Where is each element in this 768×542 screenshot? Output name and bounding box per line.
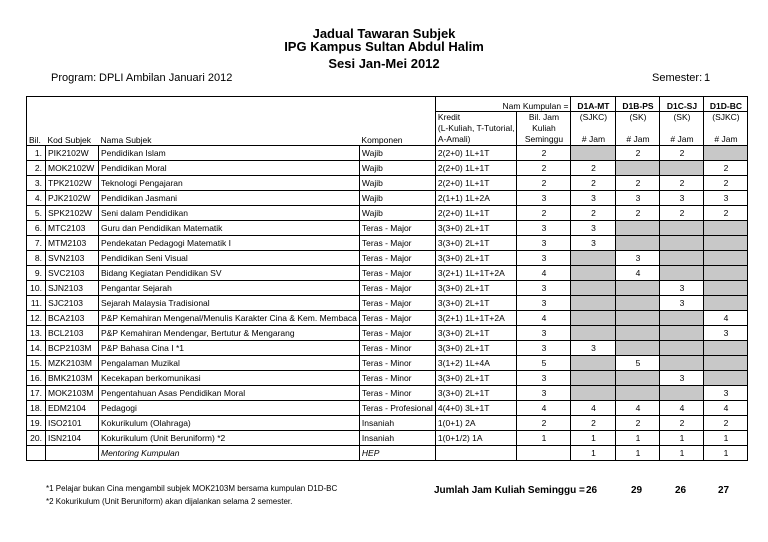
subject-code: SPK2102W <box>46 206 99 221</box>
subject-name: P&P Bahasa Cina I *1 <box>99 341 360 356</box>
total-d1c: 26 <box>675 485 687 496</box>
credit: 3(3+0) 2L+1T <box>435 236 517 251</box>
group-hours-2 <box>660 311 704 326</box>
kredit-header-line: (L-Kuliah, T-Tutorial, <box>437 123 515 133</box>
group-hours-2 <box>660 326 704 341</box>
credit: 1(0+1/2) 1A <box>435 431 517 446</box>
group-header-0 <box>571 112 616 146</box>
hours: 3 <box>517 371 571 386</box>
component: Teras - Major <box>359 311 435 326</box>
group-hours-1: 2 <box>616 146 660 161</box>
hours: 4 <box>517 311 571 326</box>
credit <box>435 446 517 461</box>
kredit-header <box>435 112 517 146</box>
group-hours-1: 2 <box>616 416 660 431</box>
group-header-1 <box>616 112 660 146</box>
subject-code: MOK2102W <box>46 161 99 176</box>
component: Wajib <box>359 161 435 176</box>
table-row <box>27 266 748 281</box>
group-code-0: D1A-MT <box>571 97 616 112</box>
component: HEP <box>359 446 435 461</box>
group-hours-3 <box>704 251 748 266</box>
credit: 2(2+0) 1L+1T <box>435 146 517 161</box>
subject-name: P&P Kemahiran Mendengar, Bertutur & Mengarang <box>99 326 360 341</box>
group-hours-3 <box>704 356 748 371</box>
subject-name: Guru dan Pendidikan Matematik <box>99 221 360 236</box>
subject-code: PJK2102W <box>46 191 99 206</box>
group-hours-1: 5 <box>616 356 660 371</box>
subject-code <box>46 446 99 461</box>
group-hours-1: 1 <box>616 431 660 446</box>
hours: 4 <box>517 266 571 281</box>
jam-header-line: Seminggu <box>524 134 564 144</box>
table-row <box>27 356 748 371</box>
kredit-header-line: Kredit <box>437 112 461 122</box>
subject-code: ISN2104 <box>46 431 99 446</box>
component: Teras - Major <box>359 266 435 281</box>
group-hours-1 <box>616 236 660 251</box>
group-hours-1: 2 <box>616 206 660 221</box>
group-hours-0: 3 <box>571 221 616 236</box>
subject-name: Pendekatan Pedagogi Matematik I <box>99 236 360 251</box>
hours: 2 <box>517 176 571 191</box>
group-hours-0 <box>571 266 616 281</box>
group-hours-0: 3 <box>571 341 616 356</box>
component: Teras - Minor <box>359 371 435 386</box>
group-code-2: D1C-SJ <box>660 97 704 112</box>
table-row <box>27 341 748 356</box>
credit: 2(2+0) 1L+1T <box>435 161 517 176</box>
subject-name: Pendidikan Seni Visual <box>99 251 360 266</box>
group-hours-3: 3 <box>704 191 748 206</box>
group-hours-3: 2 <box>704 206 748 221</box>
group-type: (SJKC) <box>579 112 608 122</box>
group-hours-3 <box>704 236 748 251</box>
hours: 5 <box>517 356 571 371</box>
component: Teras - Major <box>359 326 435 341</box>
group-hours-3: 1 <box>704 431 748 446</box>
group-hours-0 <box>571 371 616 386</box>
subject-code: BCL2103 <box>46 326 99 341</box>
table-row <box>27 416 748 431</box>
jam-header-line: Bil. Jam <box>528 112 560 122</box>
subject-code: SJN2103 <box>46 281 99 296</box>
group-hours-0 <box>571 311 616 326</box>
group-hours-1 <box>616 341 660 356</box>
group-hours-1: 2 <box>616 176 660 191</box>
row-number: 12. <box>27 311 46 326</box>
subject-code: MOK2103M <box>46 386 99 401</box>
group-hours-3: 3 <box>704 326 748 341</box>
group-hours-1: 3 <box>616 191 660 206</box>
hours <box>517 446 571 461</box>
group-hours-3: 4 <box>704 311 748 326</box>
doc-title: Jadual Tawaran Subjek <box>312 26 456 41</box>
group-hours-3: 3 <box>704 386 748 401</box>
credit: 3(3+0) 2L+1T <box>435 341 517 356</box>
credit: 3(3+0) 2L+1T <box>435 386 517 401</box>
subject-code: EDM2104 <box>46 401 99 416</box>
group-hours-1: 1 <box>616 446 660 461</box>
credit: 3(3+0) 2L+1T <box>435 221 517 236</box>
group-hours-1 <box>616 371 660 386</box>
group-hours-3 <box>704 341 748 356</box>
group-hours-2 <box>660 266 704 281</box>
program-value: DPLI Ambilan Januari 2012 <box>99 72 233 84</box>
group-hours-3 <box>704 221 748 236</box>
total-d1b: 29 <box>631 485 643 496</box>
semester-value: 1 <box>704 72 711 84</box>
hours: 1 <box>517 431 571 446</box>
group-hours-1: 4 <box>616 266 660 281</box>
credit: 3(2+1) 1L+1T+2A <box>435 311 517 326</box>
table-row <box>27 206 748 221</box>
subject-name: Pendidikan Islam <box>99 146 360 161</box>
group-hours-0: 2 <box>571 176 616 191</box>
subject-name: Mentoring Kumpulan <box>99 446 360 461</box>
group-hours-0: 2 <box>571 206 616 221</box>
component: Teras - Major <box>359 221 435 236</box>
row-number: 1. <box>27 146 46 161</box>
hours: 4 <box>517 401 571 416</box>
subject-name: P&P Kemahiran Mengenal/Menulis Karakter Cina & Kem. Membaca <box>99 311 360 326</box>
component: Teras - Minor <box>359 341 435 356</box>
table-row <box>27 176 748 191</box>
table-row <box>27 236 748 251</box>
semester-label: Semester: <box>652 72 703 84</box>
group-hours-2: 3 <box>660 191 704 206</box>
credit: 3(2+1) 1L+1T+2A <box>435 266 517 281</box>
group-hours-0 <box>571 296 616 311</box>
bil-label: Bil. <box>29 135 41 145</box>
table-row <box>27 296 748 311</box>
group-hours-0: 2 <box>571 161 616 176</box>
group-hours-2 <box>660 356 704 371</box>
group-header-3 <box>704 112 748 146</box>
nama-label: Nama Subjek <box>100 135 152 145</box>
group-hours-2 <box>660 341 704 356</box>
group-type: (SK) <box>673 112 691 122</box>
group-hours-0 <box>571 356 616 371</box>
group-hours-0: 3 <box>571 236 616 251</box>
row-number: 9. <box>27 266 46 281</box>
group-unit: # Jam <box>626 134 650 144</box>
group-unit: # Jam <box>714 134 738 144</box>
credit: 3(3+0) 2L+1T <box>435 371 517 386</box>
credit: 3(1+2) 1L+4A <box>435 356 517 371</box>
group-hours-1 <box>616 161 660 176</box>
table-row <box>27 446 748 461</box>
subject-table <box>26 96 748 461</box>
jam-header <box>517 112 571 146</box>
subject-name: Kecekapan berkomunikasi <box>99 371 360 386</box>
group-hours-3: 2 <box>704 176 748 191</box>
group-hours-3: 4 <box>704 401 748 416</box>
credit: 2(1+1) 1L+2A <box>435 191 517 206</box>
group-hours-3: 2 <box>704 416 748 431</box>
group-hours-1: 3 <box>616 251 660 266</box>
subject-name: Teknologi Pengajaran <box>99 176 360 191</box>
table-row <box>27 191 748 206</box>
group-hours-0 <box>571 146 616 161</box>
group-hours-0: 1 <box>571 446 616 461</box>
institution-title: IPG Kampus Sultan Abdul Halim <box>284 39 484 54</box>
table-row <box>27 431 748 446</box>
hours: 2 <box>517 206 571 221</box>
subject-name: Seni dalam Pendidikan <box>99 206 360 221</box>
hours: 2 <box>517 146 571 161</box>
group-code-3: D1D-BC <box>704 97 748 112</box>
group-hours-2: 2 <box>660 176 704 191</box>
total-d1d: 27 <box>718 485 730 496</box>
hours: 3 <box>517 221 571 236</box>
component: Teras - Major <box>359 281 435 296</box>
group-unit: # Jam <box>670 134 694 144</box>
subject-name: Pengalaman Muzikal <box>99 356 360 371</box>
group-header-2 <box>660 112 704 146</box>
subject-name: Pendidikan Jasmani <box>99 191 360 206</box>
subject-name: Bidang Kegiatan Pendidikan SV <box>99 266 360 281</box>
component: Insaniah <box>359 416 435 431</box>
group-unit: # Jam <box>581 134 606 144</box>
group-hours-3 <box>704 281 748 296</box>
subject-name: Pedagogi <box>99 401 360 416</box>
group-hours-3 <box>704 146 748 161</box>
subject-code: BCP2103M <box>46 341 99 356</box>
row-number: 20. <box>27 431 46 446</box>
group-type: (SK) <box>629 112 647 122</box>
component: Wajib <box>359 191 435 206</box>
table-row <box>27 386 748 401</box>
total-d1a: 26 <box>586 485 598 496</box>
component: Wajib <box>359 206 435 221</box>
component: Teras - Major <box>359 251 435 266</box>
group-hours-2: 3 <box>660 281 704 296</box>
footnote-2: *2 Kokurikulum (Unit Beruniform) akan dijalankan selama 2 semester. <box>46 497 293 506</box>
credit: 3(3+0) 2L+1T <box>435 251 517 266</box>
group-hours-3: 1 <box>704 446 748 461</box>
group-code-1: D1B-PS <box>616 97 660 112</box>
group-hours-2: 2 <box>660 146 704 161</box>
group-hours-2: 2 <box>660 416 704 431</box>
row-number: 4. <box>27 191 46 206</box>
table-row <box>27 326 748 341</box>
hours: 3 <box>517 326 571 341</box>
group-hours-2: 4 <box>660 401 704 416</box>
footnote-1: *1 Pelajar bukan Cina mengambil subjek MOK2103M bersama kumpulan D1D-BC <box>46 484 338 493</box>
group-type: (SJKC) <box>712 112 740 122</box>
subject-code: TPK2102W <box>46 176 99 191</box>
group-hours-2 <box>660 161 704 176</box>
total-label: Jumlah Jam Kuliah Seminggu = <box>434 485 585 496</box>
row-number: 15. <box>27 356 46 371</box>
hours: 3 <box>517 341 571 356</box>
row-number: 13. <box>27 326 46 341</box>
component: Teras - Profesional <box>359 401 435 416</box>
group-hours-0 <box>571 281 616 296</box>
table-row <box>27 251 748 266</box>
subject-name: Pengentahuan Asas Pendidikan Moral <box>99 386 360 401</box>
hours: 2 <box>517 161 571 176</box>
component: Teras - Major <box>359 236 435 251</box>
table-row <box>27 161 748 176</box>
table-row <box>27 311 748 326</box>
subject-code: PIK2102W <box>46 146 99 161</box>
group-hours-1: 4 <box>616 401 660 416</box>
row-number: 3. <box>27 176 46 191</box>
subject-code: MTM2103 <box>46 236 99 251</box>
credit: 4(4+0) 3L+1T <box>435 401 517 416</box>
table-row <box>27 401 748 416</box>
group-hours-2 <box>660 251 704 266</box>
subject-code: BMK2103M <box>46 371 99 386</box>
group-hours-0 <box>571 386 616 401</box>
session-title: Sesi Jan-Mei 2012 <box>328 56 440 71</box>
credit: 1(0+1) 2A <box>435 416 517 431</box>
subject-name: Kokurikulum (Unit Beruniform) *2 <box>99 431 360 446</box>
component: Teras - Minor <box>359 356 435 371</box>
row-number: 6. <box>27 221 46 236</box>
hours: 3 <box>517 191 571 206</box>
jam-header-line: Kuliah <box>532 123 556 133</box>
group-hours-2: 3 <box>660 371 704 386</box>
group-hours-2: 1 <box>660 446 704 461</box>
row-number: 19. <box>27 416 46 431</box>
row-number: 14. <box>27 341 46 356</box>
subject-code: BCA2103 <box>46 311 99 326</box>
credit: 3(3+0) 2L+1T <box>435 326 517 341</box>
component: Wajib <box>359 176 435 191</box>
group-hours-2: 3 <box>660 296 704 311</box>
group-hours-0: 3 <box>571 191 616 206</box>
credit: 2(2+0) 1L+1T <box>435 176 517 191</box>
hours: 3 <box>517 296 571 311</box>
row-number: 18. <box>27 401 46 416</box>
component: Insaniah <box>359 431 435 446</box>
group-hours-2 <box>660 221 704 236</box>
hours: 3 <box>517 386 571 401</box>
group-hours-2: 2 <box>660 206 704 221</box>
table-row <box>27 371 748 386</box>
group-hours-3 <box>704 371 748 386</box>
row-number: 11. <box>27 296 46 311</box>
credit: 3(3+0) 2L+1T <box>435 296 517 311</box>
subject-code: SJC2103 <box>46 296 99 311</box>
group-hours-2 <box>660 236 704 251</box>
group-hours-0: 2 <box>571 416 616 431</box>
program-label: Program: <box>51 72 97 84</box>
subject-name: Pendidikan Moral <box>99 161 360 176</box>
group-hours-0 <box>571 251 616 266</box>
hours: 3 <box>517 281 571 296</box>
subject-code: MTC2103 <box>46 221 99 236</box>
kod-label: Kod Subjek <box>47 135 91 145</box>
subject-code: MZK2103M <box>46 356 99 371</box>
group-hours-1 <box>616 221 660 236</box>
table-row <box>27 146 748 161</box>
group-hours-1 <box>616 386 660 401</box>
group-hours-1 <box>616 281 660 296</box>
component: Teras - Minor <box>359 386 435 401</box>
group-hours-3: 2 <box>704 161 748 176</box>
group-hours-0 <box>571 326 616 341</box>
group-hours-3 <box>704 296 748 311</box>
row-number: 2. <box>27 161 46 176</box>
subject-code: SVN2103 <box>46 251 99 266</box>
row-number: 17. <box>27 386 46 401</box>
subject-name: Pengantar Sejarah <box>99 281 360 296</box>
row-number: 5. <box>27 206 46 221</box>
group-hours-3 <box>704 266 748 281</box>
credit: 3(3+0) 2L+1T <box>435 281 517 296</box>
row-number <box>27 446 46 461</box>
subject-name: Sejarah Malaysia Tradisional <box>99 296 360 311</box>
row-number: 8. <box>27 251 46 266</box>
row-number: 16. <box>27 371 46 386</box>
row-number: 7. <box>27 236 46 251</box>
credit: 2(2+0) 1L+1T <box>435 206 517 221</box>
kredit-header-line: A-Amali) <box>437 134 471 144</box>
nam-kumpulan-label: Nam Kumpulan = <box>435 97 571 112</box>
group-hours-2: 1 <box>660 431 704 446</box>
subject-name: Kokurikulum (Olahraga) <box>99 416 360 431</box>
subject-code: ISO2101 <box>46 416 99 431</box>
group-hours-0: 1 <box>571 431 616 446</box>
component: Teras - Major <box>359 296 435 311</box>
table-row <box>27 281 748 296</box>
table-row <box>27 221 748 236</box>
hours: 3 <box>517 236 571 251</box>
group-hours-1 <box>616 326 660 341</box>
komponen-label: Komponen <box>361 135 403 145</box>
group-hours-2 <box>660 386 704 401</box>
bil-header <box>27 97 46 146</box>
group-hours-0: 4 <box>571 401 616 416</box>
subject-code: SVC2103 <box>46 266 99 281</box>
group-hours-1 <box>616 311 660 326</box>
row-number: 10. <box>27 281 46 296</box>
hours: 2 <box>517 416 571 431</box>
hours: 3 <box>517 251 571 266</box>
group-hours-1 <box>616 296 660 311</box>
component: Wajib <box>359 146 435 161</box>
